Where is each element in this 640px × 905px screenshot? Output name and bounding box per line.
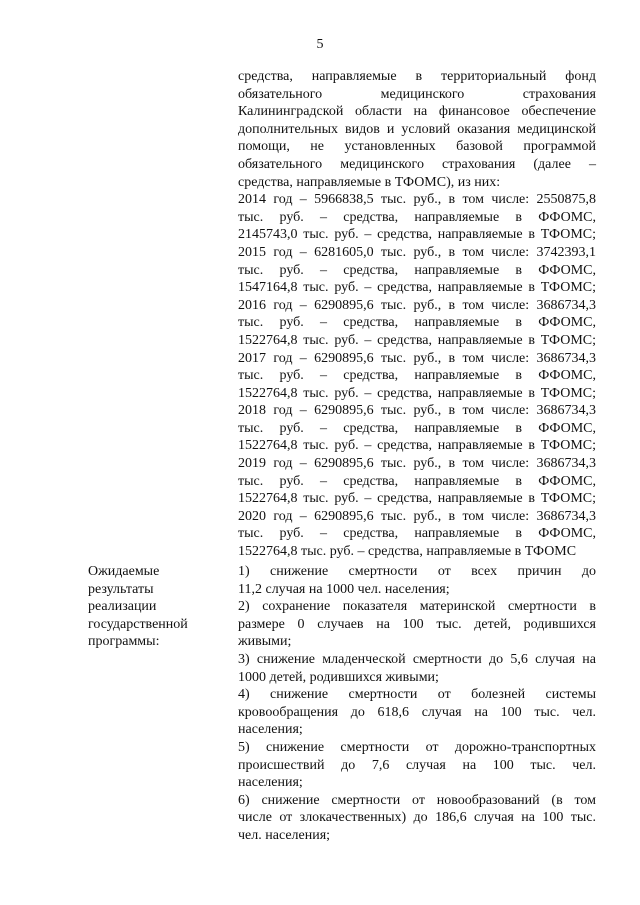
- text-line: дополнительных видов и условий оказания медицинской: [238, 121, 596, 137]
- text-line: 11,2 случая на 1000 чел. населения;: [238, 581, 450, 597]
- text-line: тыс. руб. – средства, направляемые в ФФОМС,: [238, 420, 596, 436]
- text-line: обязательного медицинского страхования: [238, 86, 596, 102]
- text-line: живыми;: [238, 634, 292, 650]
- text-line: обязательного медицинского страхования (далее –: [238, 156, 596, 172]
- text-line: программы:: [88, 634, 160, 650]
- text-line: числе от злокачественных) до 186,6 случая на 100 тыс.: [238, 810, 596, 826]
- text-line: 1522764,8 тыс. руб. – средства, направляемые в ТФОМС;: [238, 438, 596, 454]
- text-line: происшествий до 7,6 случая на 100 тыс. чел.: [238, 757, 596, 773]
- result-item: [238, 563, 596, 598]
- text-line: чел. населения;: [238, 827, 331, 843]
- result-item: [238, 739, 596, 792]
- text-line: 2018 год – 6290895,6 тыс. руб., в том числе: 3686734,3: [238, 403, 596, 419]
- text-line: средства, направляемые в территориальный фонд: [238, 69, 596, 84]
- text-line: 4) снижение смертности от болезней системы: [238, 687, 596, 703]
- text-line: 2014 год – 5966838,5 тыс. руб., в том числе: 2550875,8: [238, 192, 596, 208]
- text-line: населения;: [238, 722, 303, 738]
- text-line: реализации: [88, 599, 157, 615]
- text-line: 2017 год – 6290895,6 тыс. руб., в том числе: 3686734,3: [238, 350, 596, 366]
- text-line: 2019 год – 6290895,6 тыс. руб., в том числе: 3686734,3: [238, 456, 596, 472]
- text-line: 1522764,8 тыс. руб. – средства, направляемые в ТФОМС;: [238, 385, 596, 401]
- text-line: Ожидаемые: [88, 564, 160, 579]
- text-line: населения;: [238, 775, 303, 791]
- text-line: 1547164,8 тыс. руб. – средства, направляемые в ТФОМС;: [238, 280, 596, 296]
- text-line: государственной: [88, 616, 188, 632]
- results-list: [238, 563, 596, 845]
- text-line: тыс. руб. – средства, направляемые в ФФОМС,: [238, 262, 596, 278]
- text-line: размере 0 случаев на 100 тыс. детей, родившихся: [238, 616, 596, 632]
- text-line: 2016 год – 6290895,6 тыс. руб., в том числе: 3686734,3: [238, 297, 596, 313]
- result-item: [238, 686, 596, 739]
- text-line: 2015 год – 6281605,0 тыс. руб., в том числе: 3742393,1: [238, 244, 596, 260]
- text-line: 2145743,0 тыс. руб. – средства, направляемые в ТФОМС;: [238, 227, 596, 243]
- text-line: тыс. руб. – средства, направляемые в ФФОМС,: [238, 209, 596, 225]
- text-line: 1522764,8 тыс. руб. – средства, направляемые в ТФОМС: [238, 544, 577, 560]
- text-line: помощи, не установленных базовой программой: [238, 139, 596, 155]
- page-number: 5: [316, 37, 324, 52]
- result-item: [238, 792, 596, 845]
- text-line: 1) снижение смертности от всех причин до: [238, 564, 596, 579]
- text-line: кровообращения до 618,6 случая на 100 тыс. чел.: [238, 704, 596, 720]
- text-line: 3) снижение младенческой смертности до 5,6 случая на: [238, 651, 596, 667]
- text-line: тыс. руб. – средства, направляемые в ФФОМС,: [238, 526, 596, 542]
- text-line: Калининградской области на финансовое обеспечение: [238, 104, 596, 120]
- text-line: тыс. руб. – средства, направляемые в ФФОМС,: [238, 473, 596, 489]
- text-line: 5) снижение смертности от дорожно-транспортных: [238, 739, 596, 755]
- text-line: тыс. руб. – средства, направляемые в ФФОМС,: [238, 315, 596, 331]
- text-line: 2020 год – 6290895,6 тыс. руб., в том числе: 3686734,3: [238, 508, 596, 524]
- financing-text: [238, 68, 596, 561]
- text-line: тыс. руб. – средства, направляемые в ФФОМС,: [238, 368, 596, 384]
- text-line: 6) снижение смертности от новообразований (в том: [238, 792, 596, 808]
- text-line: средства, направляемые в ТФОМС), из них:: [238, 174, 501, 190]
- results-label: [88, 563, 218, 651]
- result-item: [238, 598, 596, 651]
- text-line: 2) сохранение показателя материнской смертности в: [238, 599, 596, 615]
- result-item: [238, 651, 596, 686]
- text-line: результаты: [88, 581, 154, 597]
- text-line: 1522764,8 тыс. руб. – средства, направляемые в ТФОМС;: [238, 491, 596, 507]
- text-line: 1522764,8 тыс. руб. – средства, направляемые в ТФОМС;: [238, 332, 596, 348]
- text-line: 1000 детей, родившихся живыми;: [238, 669, 439, 685]
